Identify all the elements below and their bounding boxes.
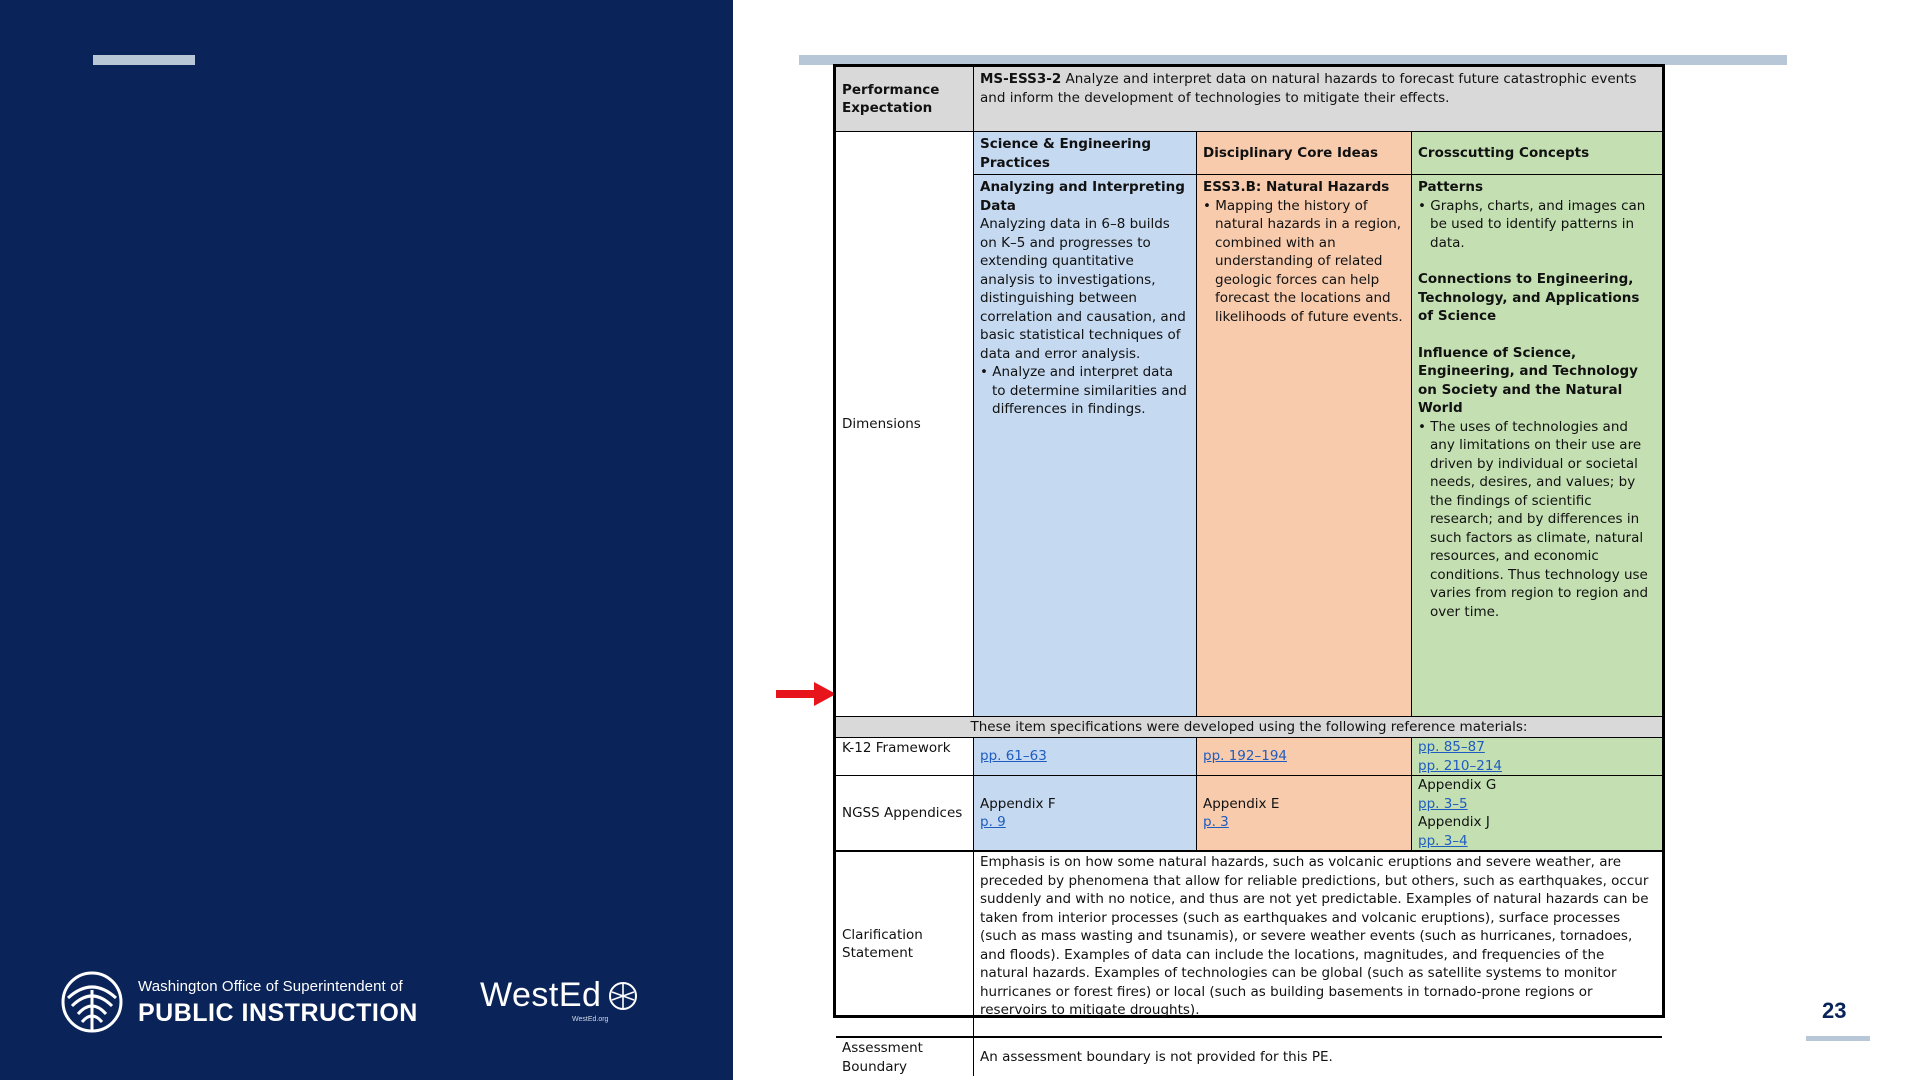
grid-line — [836, 737, 1662, 738]
ccc-body — [1412, 175, 1662, 716]
ngss-label: NGSS Appendices — [842, 804, 963, 821]
dci-body — [1197, 175, 1411, 716]
page-number: 23 — [1822, 998, 1847, 1023]
ngss-ccc-appendix-j: Appendix J — [1418, 814, 1490, 830]
sep-body — [974, 175, 1196, 716]
header-dci: Disciplinary Core Ideas — [1197, 132, 1411, 174]
grid-line — [1196, 131, 1197, 716]
assessment-boundary-text: An assessment boundary is not provided for this PE. — [980, 1048, 1333, 1065]
ngss-ccc-cell — [1412, 776, 1662, 850]
sep-text: Analyzing data in 6–8 builds on K–5 and progresses to extending quantitative analysis to investigations, distinguishing between correlation and causation, and basic statistical techniques of data and error analysis. — [980, 216, 1186, 362]
ccc-title-patterns: Patterns — [1418, 179, 1484, 195]
grid-line — [836, 850, 1662, 852]
header-sep: Science & Engineering Practices — [974, 132, 1196, 174]
pe-cell — [974, 67, 1662, 131]
ospi-wordmark — [138, 978, 418, 1028]
ccc-bullet-patterns-text: Graphs, charts, and images can be used to identify patterns in data. — [1430, 197, 1646, 251]
dimensions-label: Dimensions — [842, 415, 921, 432]
sep-bullet: • Analyze and interpret data to determine similarities and differences in findings. — [980, 364, 1187, 417]
grid-line — [1411, 737, 1412, 850]
grid-line — [836, 775, 1662, 776]
slide-title-line-1 — [88, 125, 688, 235]
grid-line — [973, 737, 974, 1076]
grid-line — [973, 174, 1662, 175]
reference-banner: These item specifications were developed using the following reference materials: — [836, 717, 1662, 737]
ospi-line-2: PUBLIC INSTRUCTION — [138, 999, 418, 1027]
assessment-boundary-label: Assessment Boundary — [842, 1040, 923, 1075]
clarification-label: Clarification Statement — [842, 926, 923, 961]
dci-title: ESS3.B: Natural Hazards — [1203, 179, 1390, 195]
clarification-text: Emphasis is on how some natural hazards, such as volcanic eruptions and severe weather, are preceded by phenomena that allow for reliable predictions, but others, such as earthquakes, occur suddenly and with no notice, and thus are not yet predictable. Examples of natural hazards can be taken from interior processes (such as earthquakes and volcanic eruptions), surface processes (such as mass wasting and tsunamis), or severe weather events (such as hurricanes, tornadoes, and floods). Examples of data can include the locations, magnitudes, and frequencies of the natural hazards. Examples of technologies can be global (such as satellite systems to monitor hurricanes or forest fires) or local (such as building basements in tornado-prone regions or reservoirs to mitigate droughts). — [980, 854, 1649, 1018]
ngss-dci-link[interactable]: p. 3 — [1203, 814, 1229, 830]
wested-globe-icon — [608, 981, 638, 1011]
framework-sep-cell — [974, 738, 1196, 775]
page-number-rule — [1806, 1036, 1870, 1041]
header-ccc: Crosscutting Concepts — [1412, 132, 1662, 174]
pe-code: MS-ESS3-2 — [980, 71, 1062, 87]
ccc-bullet-influence: • The uses of technologies and any limitations on their use are driven by individual or societal needs, desires, and values; by the findings of scientific research; and by differences in such factors as climate, natural resources, and economic conditions. Thus technology use varies from region to region and over time. — [1418, 418, 1649, 620]
grid-line — [836, 1036, 1662, 1038]
ngss-sep-link[interactable]: p. 9 — [980, 814, 1006, 830]
red-arrow-icon — [776, 682, 836, 706]
framework-dci-link[interactable]: pp. 192–194 — [1203, 748, 1288, 765]
dci-bullet: • Mapping the history of natural hazards in a region, combined with an understanding of related geologic forces can help forecast the locations and likelihoods of future events. — [1203, 197, 1403, 325]
framework-sep-link[interactable]: pp. 61–63 — [980, 748, 1047, 765]
ccc-bullet-influence-text: The uses of technologies and any limitations on their use are driven by individual or societal needs, desires, and values; by the findings of scientific research; and by differences in such factors as climate, natural resources, and economic conditions. Thus technology use varies from region to region and over time. — [1430, 418, 1649, 620]
framework-ccc-link-2[interactable]: pp. 210–214 — [1418, 757, 1503, 774]
framework-label: K-12 Framework — [842, 740, 951, 756]
ospi-line-1: Washington Office of Superintendent of — [138, 978, 403, 995]
grid-line — [973, 67, 974, 716]
ccc-bullet-patterns: • Graphs, charts, and images can be used to identify patterns in data. — [1418, 197, 1646, 251]
grid-line — [1411, 131, 1412, 716]
left-accent-bar — [93, 55, 195, 65]
slide-title-line-2 — [88, 235, 688, 345]
item-specification-table — [833, 64, 1665, 1075]
ngss-dci-appendix: Appendix E — [1203, 795, 1280, 812]
ngss-ccc-appendix-g: Appendix G — [1418, 777, 1497, 793]
grid-line — [1196, 737, 1197, 850]
ngss-dci-cell — [1197, 776, 1411, 850]
ngss-sep-cell — [974, 776, 1196, 850]
grid-line — [836, 716, 1662, 717]
grid-line — [836, 131, 1662, 132]
framework-dci-cell — [1197, 738, 1411, 775]
sep-title: Analyzing and Interpreting Data — [980, 179, 1185, 214]
framework-ccc-cell — [1412, 738, 1662, 775]
ngss-ccc-link-2[interactable]: pp. 3–4 — [1418, 832, 1468, 849]
left-panel — [0, 0, 733, 1080]
framework-ccc-link-1[interactable]: pp. 85–87 — [1418, 739, 1485, 755]
ccc-title-influence: Influence of Science, Engineering, and Technology on Society and the Natural World — [1418, 344, 1638, 416]
ngss-ccc-link-1[interactable]: pp. 3–5 — [1418, 795, 1468, 812]
slide-title — [88, 125, 688, 455]
dci-bullet-text: Mapping the history of natural hazards in a region, combined with an understanding of related geologic forces can help forecast the locations and likelihoods of future events. — [1215, 197, 1403, 325]
wested-url: WestEd.org — [572, 1016, 609, 1023]
wested-name: WestEd — [480, 976, 602, 1014]
slide-title-line-3 — [88, 345, 688, 455]
ngss-sep-appendix: Appendix F — [980, 795, 1056, 812]
pe-text: Analyze and interpret data on natural hazards to forecast future catastrophic events and inform the development of technologies to mitigate their effects. — [980, 71, 1637, 106]
sep-bullet-text: Analyze and interpret data to determine similarities and differences in findings. — [992, 364, 1187, 417]
ospi-logo-icon — [60, 970, 124, 1034]
ccc-title-connections: Connections to Engineering, Technology, and Applications of Science — [1418, 271, 1640, 324]
wested-logo — [480, 976, 638, 1023]
pe-label: Performance Expectation — [836, 67, 973, 131]
